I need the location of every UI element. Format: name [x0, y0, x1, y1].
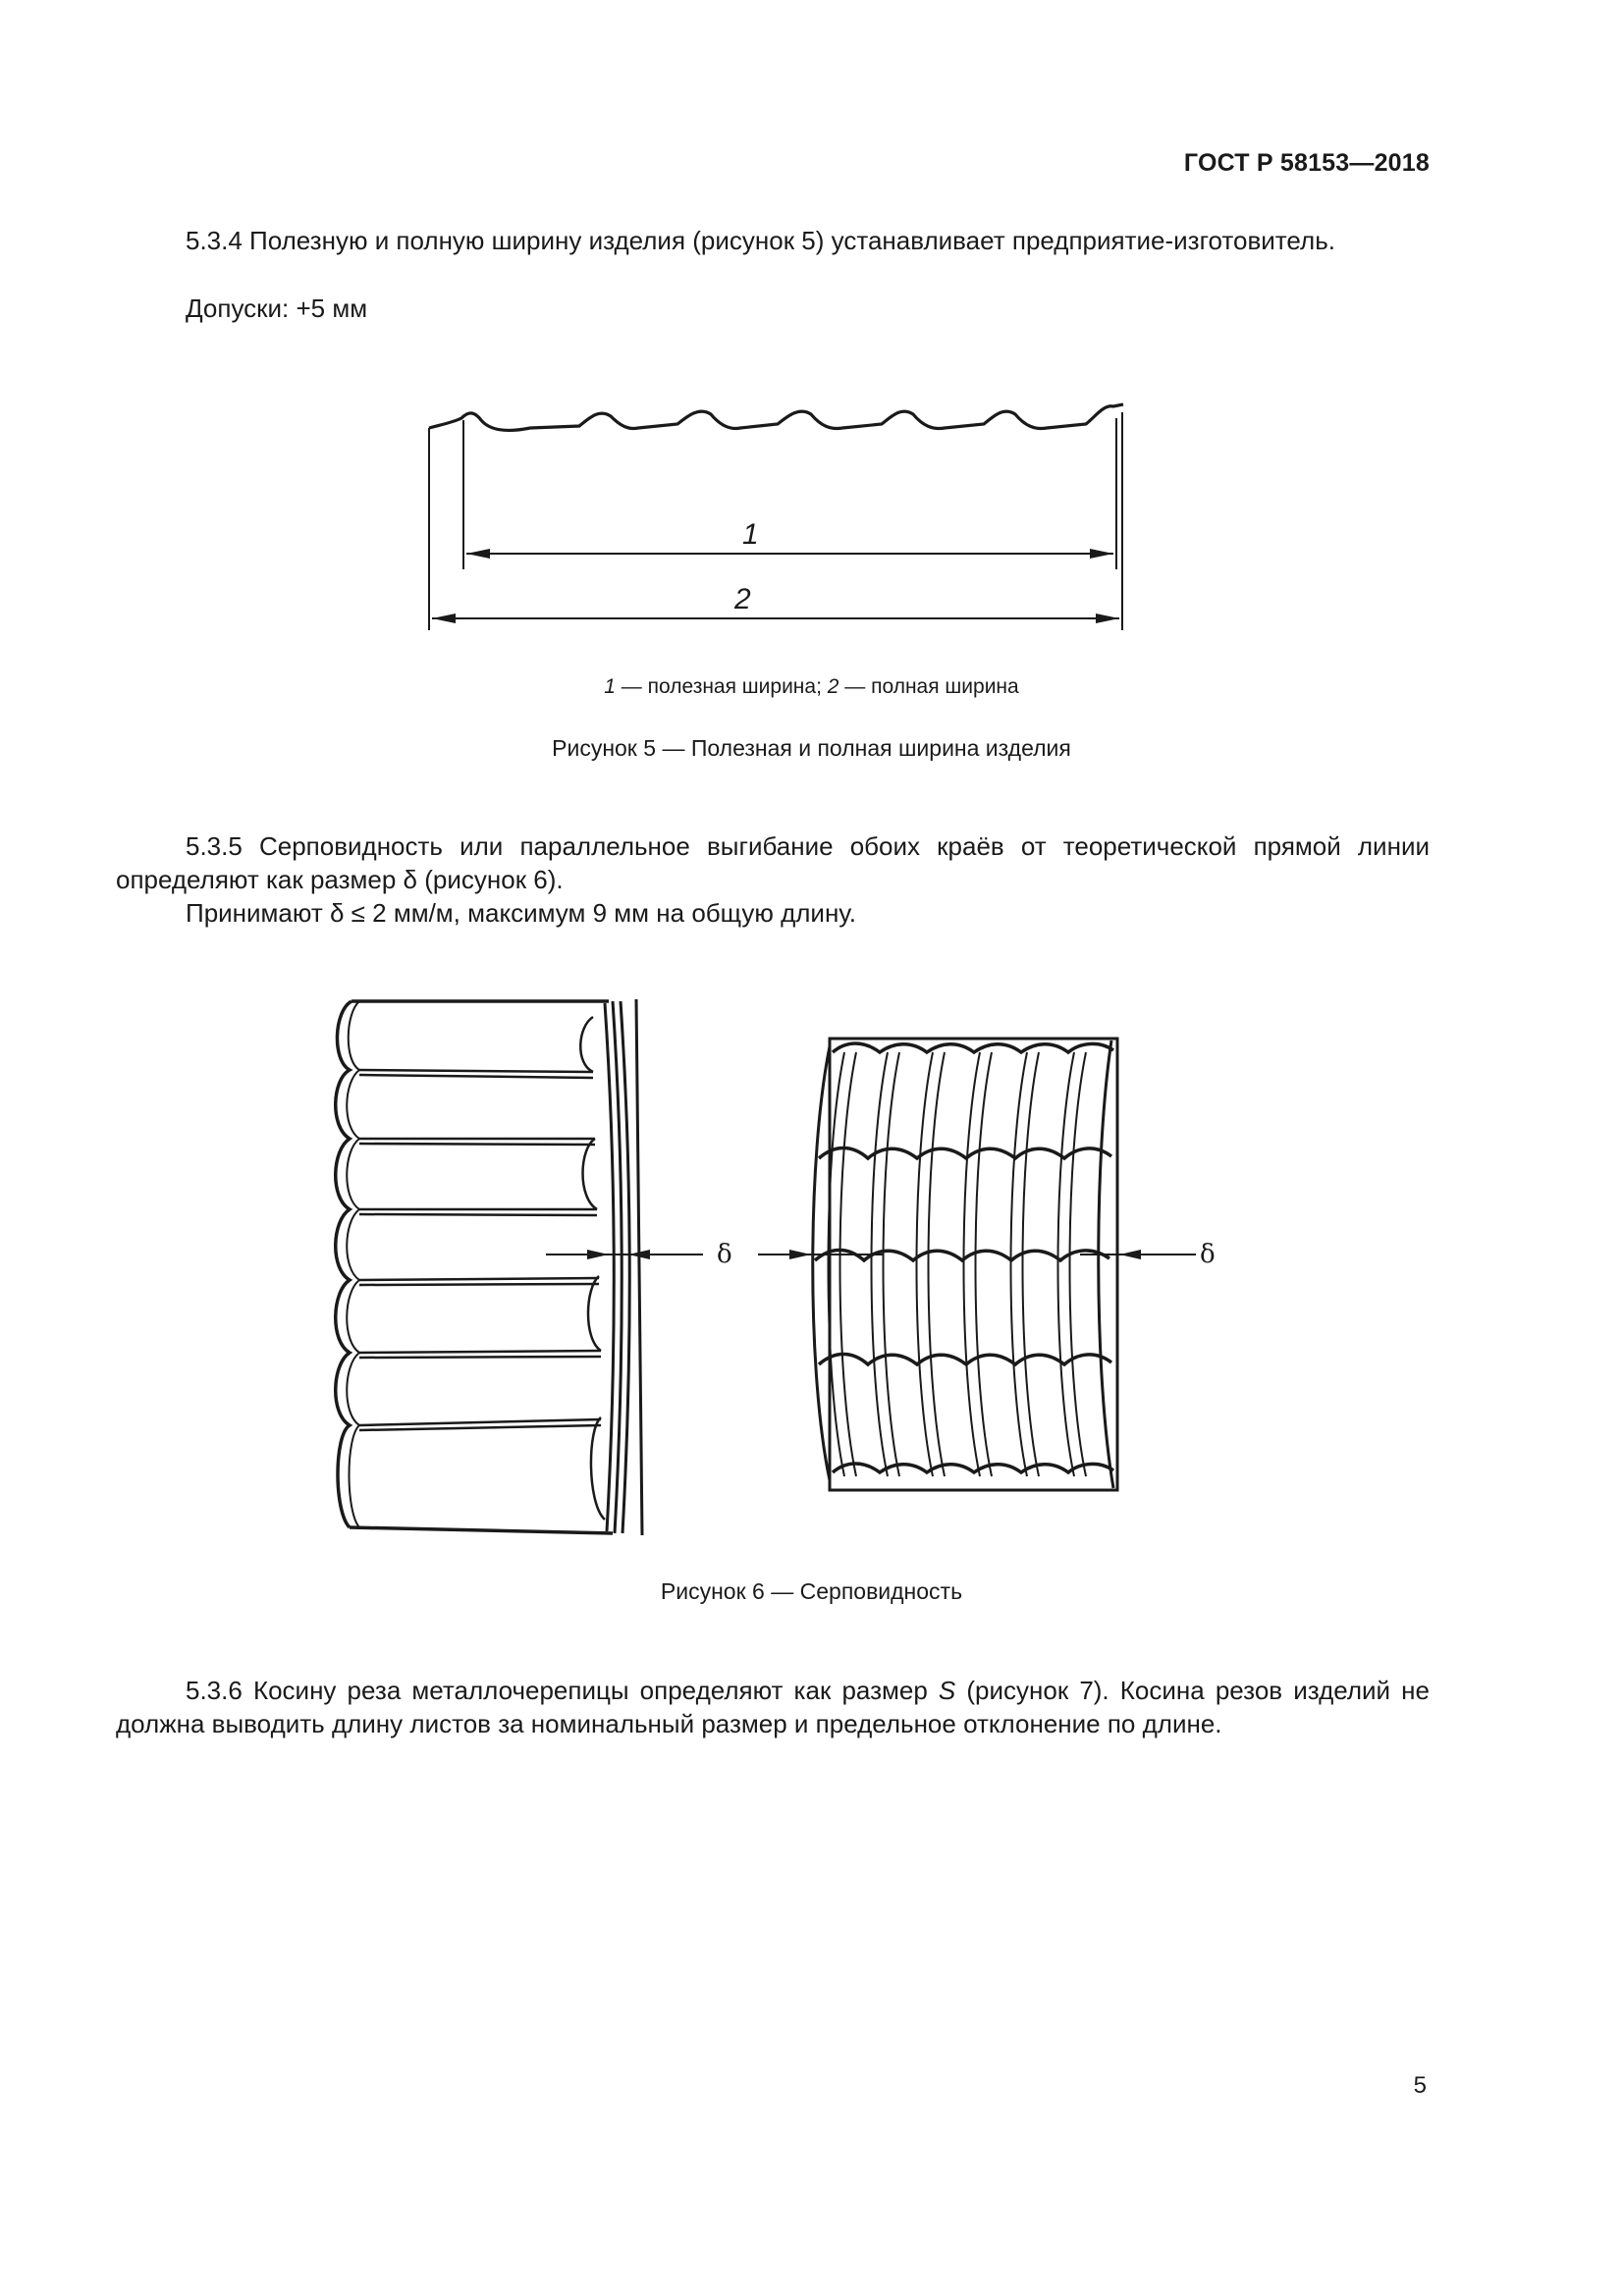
section-5-3-5-limit: Принимают δ ≤ 2 мм/м, максимум 9 мм на общую длину. — [186, 898, 856, 928]
left-curved-sheet — [336, 999, 642, 1535]
delta-label-left: δ — [717, 1240, 732, 1269]
right-curved-sheet — [813, 1039, 1117, 1490]
delta-label-right: δ — [1200, 1240, 1216, 1269]
figure-6-caption: Рисунок 6 — Серповидность — [660, 1578, 963, 1604]
legend-num-1: 1 — [604, 675, 616, 698]
section-5-3-4-text: 5.3.4 Полезную и полную ширину изделия (рисунок 5) устанавливает предприятие-изготовитель. — [186, 226, 1335, 255]
figure-5-caption: Рисунок 5 — Полезная и полная ширина изделия — [552, 735, 1071, 761]
page-number: 5 — [1413, 2072, 1427, 2099]
section-5-3-5-text: 5.3.5 Серповидность или параллельное выгибание обоих краёв от теоретической прямой линии определяют как размер δ (рисунок 6). — [116, 831, 1430, 894]
legend-text-1: — полезная ширина; — [615, 675, 828, 698]
legend-text-2: — полная ширина — [839, 675, 1019, 698]
right-delta-dimensions — [758, 1240, 1216, 1269]
section-5-3-6-text — [116, 1674, 1430, 1740]
dimension-label-2: 2 — [734, 583, 751, 615]
legend-num-2: 2 — [827, 675, 839, 698]
document-standard-number: ГОСТ Р 58153—2018 — [1183, 149, 1430, 177]
section-5-3-6-text-start: 5.3.6 Косину реза металлочерепицы определяют как размер — [186, 1676, 939, 1705]
dimension-label-1: 1 — [742, 518, 759, 551]
section-5-3-6-text-end: (рисунок 7). Косина резов изделий не должна выводить длину листов за номинальный размер и предельное отклонение по длине. — [116, 1676, 1430, 1738]
symbol-s: S — [938, 1676, 956, 1705]
tolerance-text: Допуски: +5 мм — [186, 294, 368, 323]
